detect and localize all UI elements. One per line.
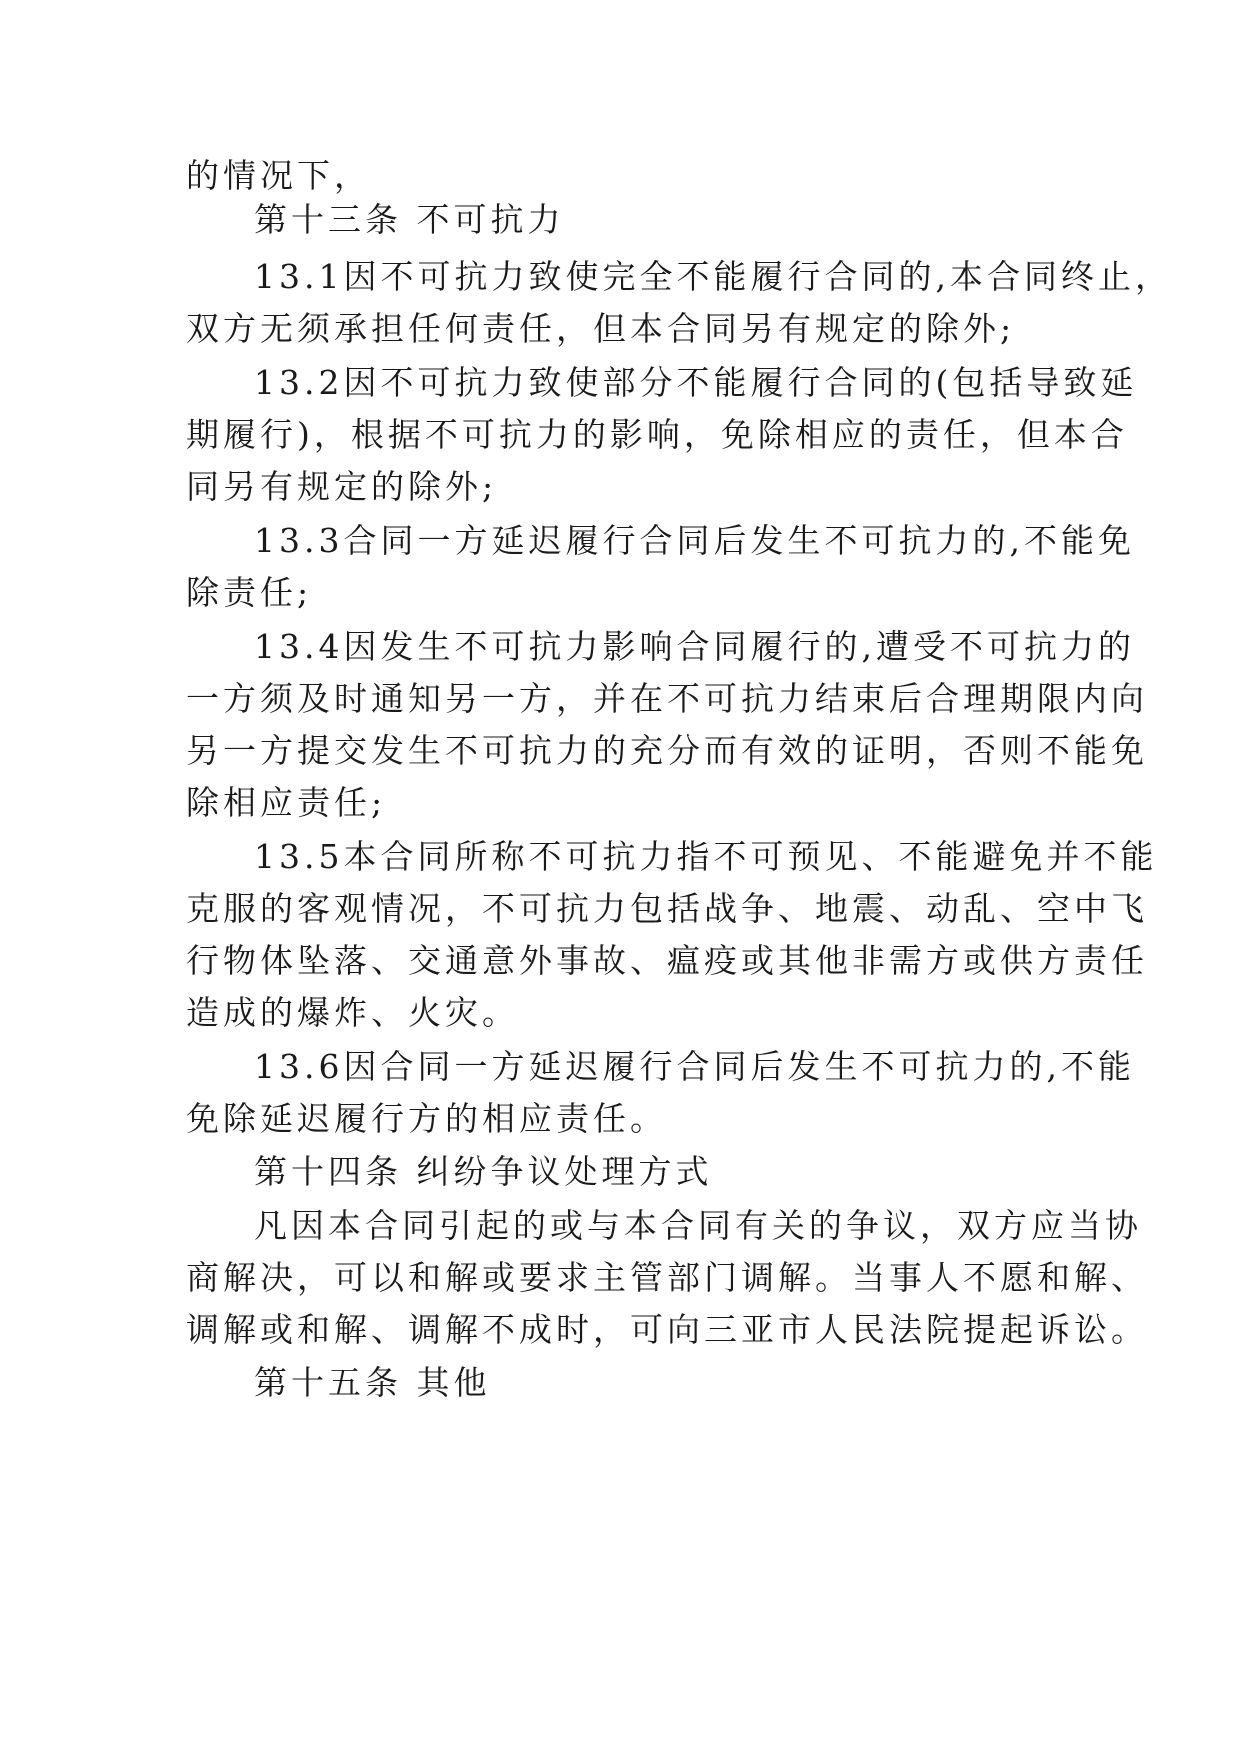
text-line: 克服的客观情况，不可抗力包括战争、地震、动乱、空中飞 [186, 889, 1148, 928]
clause-line: 13.5本合同所称不可抗力指不可预见、不能避免并不能 [254, 837, 1158, 876]
article-heading: 第十五条 其他 [254, 1363, 491, 1402]
text-line: 除责任; [186, 573, 313, 612]
text-line: 商解决，可以和解或要求主管部门调解。当事人不愿和解、 [186, 1258, 1148, 1297]
text-line: 行物体坠落、交通意外事故、瘟疫或其他非需方或供方责任 [186, 941, 1148, 980]
clause-line: 13.2因不可抗力致使部分不能履行合同的(包括导致延 [254, 363, 1138, 402]
text-line: 期履行)，根据不可抗力的影响，免除相应的责任，但本合 [186, 415, 1128, 454]
text-line: 另一方提交发生不可抗力的充分而有效的证明，否则不能免 [186, 731, 1148, 770]
text-line: 的情况下， [186, 156, 371, 195]
text-line: 除相应责任; [186, 783, 387, 822]
article-heading: 第十四条 纠纷争议处理方式 [254, 1152, 713, 1191]
text-line: 一方须及时通知另一方，并在不可抗力结束后合理期限内向 [186, 679, 1148, 718]
text-line: 免除延迟履行方的相应责任。 [186, 1099, 667, 1138]
clause-line: 13.1因不可抗力致使完全不能履行合同的,本合同终止， [254, 257, 1172, 296]
text-line: 调解或和解、调解不成时，可向三亚市人民法院提起诉讼。 [186, 1310, 1148, 1349]
article-heading: 第十三条 不可抗力 [254, 200, 565, 239]
text-line: 造成的爆炸、火灾。 [186, 993, 519, 1032]
clause-line: 13.4因发生不可抗力影响合同履行的,遭受不可抗力的 [254, 627, 1135, 666]
text-line: 同另有规定的除外; [186, 467, 498, 506]
clause-line: 凡因本合同引起的或与本合同有关的争议，双方应当协 [254, 1206, 1142, 1245]
text-line: 双方无须承担任何责任，但本合同另有规定的除外; [186, 309, 1016, 348]
clause-line: 13.6因合同一方延迟履行合同后发生不可抗力的,不能 [254, 1047, 1135, 1086]
clause-line: 13.3合同一方延迟履行合同后发生不可抗力的,不能免 [254, 521, 1135, 560]
